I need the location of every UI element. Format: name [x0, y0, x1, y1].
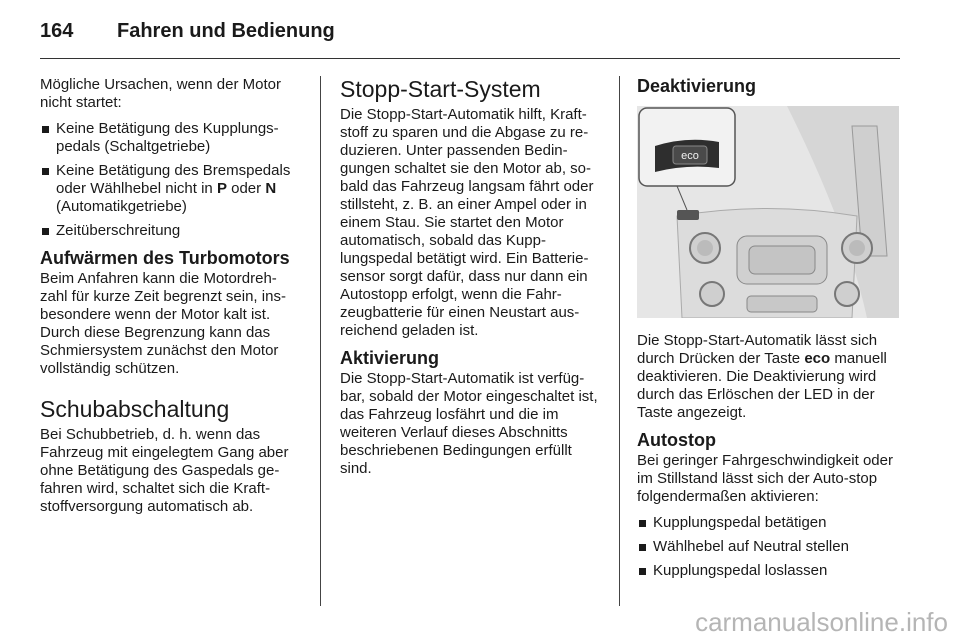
page-header [40, 14, 900, 56]
paragraph: Beim Anfahren kann die Motordreh-zahl für kurze Zeit begrenzt sein, ins-besondere wenn der Motor kalt ist. Durch diese Begrenzung kann das Schmiersystem zunächst den Motor vollständig schützen. [40, 270, 286, 377]
list-item: Wählhebel auf Neutral stellen [637, 538, 899, 556]
column-3 [637, 76, 899, 588]
paragraph: Die Stopp-Start-Automatik hilft, Kraft-stoff zu sparen und die Abgase zu re-duzieren. Unter passenden Bedin-gungen schaltet sie den Motor ab, so-bald das Fahrzeug langsam fährt oder stillsteht, z. B. an einer Ampel oder in einem Stau. Sie startet den Motor automatisch, sobald das Kupp-lungspedal betätigt wird. Ein Batterie-sensor sorgt dafür, dass nur dann ein Autostopp erfolgt, wenn die Fahr-zeugbatterie für einen Neustart aus-reichend geladen ist. [340, 106, 594, 339]
section-heading: Autostop [637, 430, 716, 450]
list-item: Keine Betätigung des Kupplungs-pedals (Schaltgetriebe) [40, 120, 302, 156]
list-item: Zeitüberschreitung [40, 222, 302, 240]
autostop-steps [637, 514, 899, 580]
header-rule [40, 58, 900, 59]
eco-button-label: eco [681, 150, 699, 162]
paragraph: Die Stopp-Start-Automatik lässt sich durch Drücken der Taste eco manuell deaktivieren. Die Deaktivierung wird durch das Erlöschen der LED in der Taste angezeigt. [637, 332, 887, 421]
bullet-icon [42, 168, 49, 175]
column-divider [320, 76, 321, 606]
causes-list [40, 120, 302, 240]
bullet-icon [639, 520, 646, 527]
column-2 [340, 76, 602, 486]
section-heading: Aufwärmen des Turbomotors [40, 248, 290, 268]
column-divider [619, 76, 620, 606]
bullet-icon [42, 228, 49, 235]
list-item: Kupplungspedal loslassen [637, 562, 899, 580]
chapter-title: Fahren und Bedienung [117, 20, 335, 42]
section-heading: Aktivierung [340, 348, 440, 368]
dashboard-illustration [637, 106, 899, 318]
list-item: Keine Betätigung des Bremspedals oder Wählhebel nicht in P oder N (Automatikgetriebe) [40, 162, 302, 216]
column-1 [40, 76, 302, 524]
bullet-icon [639, 544, 646, 551]
eco-key: eco [804, 350, 831, 367]
paragraph: Bei geringer Fahrgeschwindigkeit oder im Stillstand lässt sich der Auto-stop folgendermaßen aktivieren: [637, 452, 893, 505]
section-heading: Stopp-Start-System [340, 76, 541, 102]
paragraph: Bei Schubbetrieb, d. h. wenn das Fahrzeug mit eingelegtem Gang aber ohne Betätigung des Gaspedals ge-fahren wird, schaltet sich die Kraft-stoffversorgung automatisch ab. [40, 426, 289, 515]
causes-intro: Mögliche Ursachen, wenn der Motor nicht startet: [40, 76, 281, 111]
bullet-icon [42, 126, 49, 133]
list-item: Kupplungspedal betätigen [637, 514, 899, 532]
bullet-icon [639, 568, 646, 575]
paragraph: Die Stopp-Start-Automatik ist verfüg-bar, sobald der Motor eingeschaltet ist, das Fahrzeug losfährt und die im weiteren Verlauf dieses Abschnitts beschriebenen Bedingungen erfüllt sind. [340, 370, 598, 477]
page-number: 164 [40, 20, 74, 42]
watermark: carmanualsonline.info [695, 607, 948, 637]
section-heading: Schubabschaltung [40, 396, 230, 422]
dashboard-drawing [637, 106, 899, 318]
section-heading: Deaktivierung [637, 76, 757, 96]
